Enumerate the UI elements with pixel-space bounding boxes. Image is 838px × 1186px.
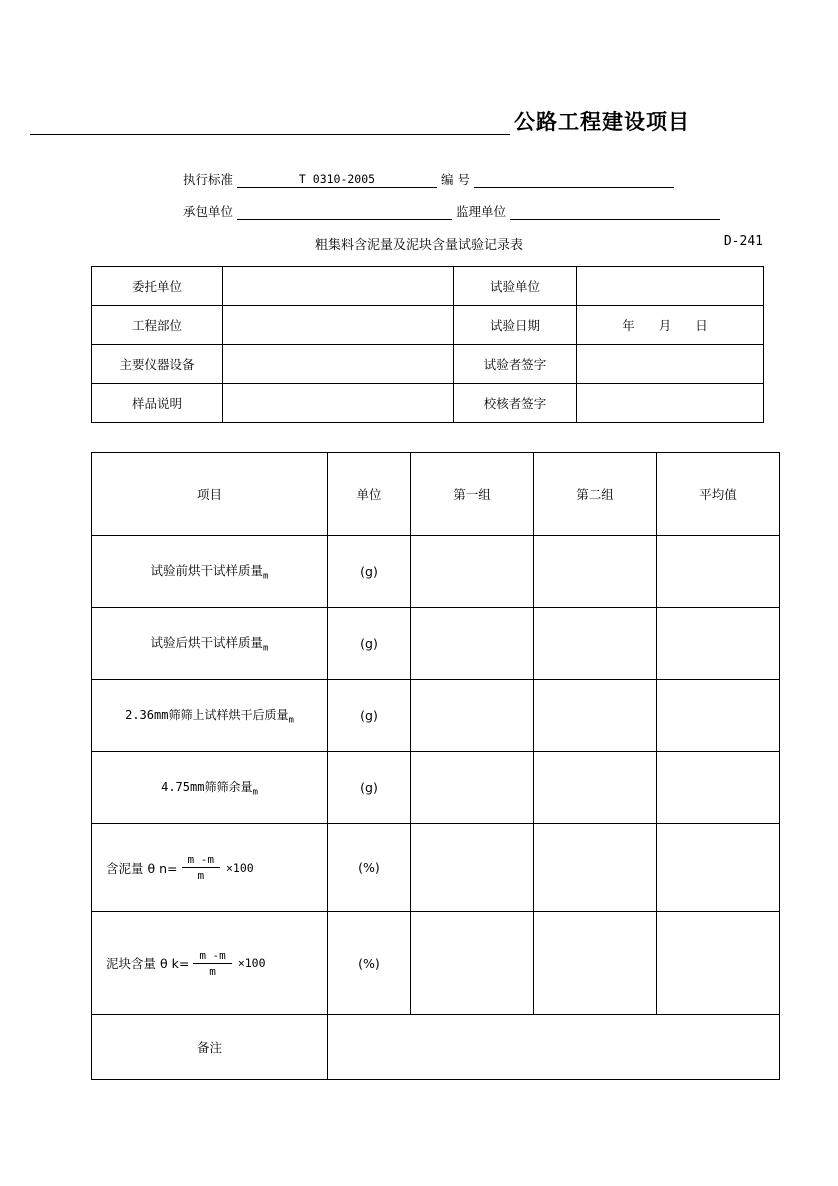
meta-row-units: [183, 200, 778, 220]
info-label-sample-desc: 样品说明: [92, 384, 223, 423]
table-row: [92, 536, 780, 608]
unit-mud-content: (%): [328, 824, 411, 912]
header-group-2: 第二组: [534, 453, 657, 536]
table-header-row: [92, 453, 780, 536]
formula-prefix-clay-lump: 泥块含量 θ k=: [106, 956, 190, 971]
table-row: [92, 306, 764, 345]
value-g2-row4[interactable]: [534, 752, 657, 824]
value-avg-row4[interactable]: [657, 752, 780, 824]
info-value-checker-signature[interactable]: [577, 384, 764, 423]
formula-prefix-mud-content: 含泥量 θ n=: [106, 860, 178, 876]
unit-mass-after-drying: (g): [328, 608, 411, 680]
info-label-project-part: 工程部位: [92, 306, 223, 345]
value-g1-row1[interactable]: [411, 536, 534, 608]
info-value-sample-desc[interactable]: [223, 384, 454, 423]
item-label-mass-before-drying: [92, 536, 328, 608]
page-title: 公路工程建设项目: [514, 110, 690, 134]
standard-value[interactable]: T 0310-2005: [237, 171, 437, 188]
item-label-mud-content-formula: [92, 824, 328, 912]
table-row: [92, 384, 764, 423]
contractor-value[interactable]: [237, 203, 452, 220]
formula-denominator: m: [209, 964, 216, 978]
info-value-client[interactable]: [223, 267, 454, 306]
contractor-label: 承包单位: [183, 204, 234, 219]
value-g2-row3[interactable]: [534, 680, 657, 752]
number-value[interactable]: [474, 171, 674, 188]
item-text: 试验后烘干试样质量: [150, 635, 264, 651]
table-row: [92, 752, 780, 824]
item-subscript: m: [288, 715, 294, 726]
table-row: [92, 680, 780, 752]
data-table: [91, 452, 780, 1080]
value-g1-row3[interactable]: [411, 680, 534, 752]
value-avg-row1[interactable]: [657, 536, 780, 608]
table-row: [92, 267, 764, 306]
info-label-tester-signature: 试验者签字: [454, 345, 577, 384]
value-g2-clay-lump[interactable]: [534, 912, 657, 1015]
item-label-clay-lump-formula: [92, 912, 328, 1015]
item-subscript: m: [252, 787, 258, 798]
unit-clay-lump: (%): [328, 912, 411, 1015]
table-row: [92, 912, 780, 1015]
item-label-sieve-236: [92, 680, 328, 752]
info-table: [91, 266, 764, 423]
form-subtitle: 粗集料含泥量及泥块含量试验记录表: [314, 238, 523, 253]
header-blank-rule: [30, 104, 510, 135]
info-value-equipment[interactable]: [223, 345, 454, 384]
value-g1-clay-lump[interactable]: [411, 912, 534, 1015]
header-item: 项目: [92, 453, 328, 536]
number-label: 编 号: [441, 172, 470, 187]
value-g1-mud-content[interactable]: [411, 824, 534, 912]
value-g2-row2[interactable]: [534, 608, 657, 680]
unit-sieve-475: (g): [328, 752, 411, 824]
value-avg-row2[interactable]: [657, 608, 780, 680]
item-label-sieve-475: [92, 752, 328, 824]
item-text: 2.36mm筛筛上试样烘干后质量: [125, 707, 289, 722]
document-header: [30, 104, 808, 135]
info-value-tester-signature[interactable]: [577, 345, 764, 384]
supervisor-value[interactable]: [510, 203, 720, 220]
unit-mass-before-drying: (g): [328, 536, 411, 608]
value-g2-mud-content[interactable]: [534, 824, 657, 912]
value-avg-mud-content[interactable]: [657, 824, 780, 912]
formula-suffix-clay-lump: ×100: [237, 956, 266, 970]
info-label-client: 委托单位: [92, 267, 223, 306]
value-g1-row4[interactable]: [411, 752, 534, 824]
header-group-1: 第一组: [411, 453, 534, 536]
info-value-project-part[interactable]: [223, 306, 454, 345]
note-value[interactable]: [328, 1015, 780, 1080]
formula-fraction-clay-lump: [193, 949, 232, 978]
value-g1-row2[interactable]: [411, 608, 534, 680]
formula-numerator: m -m: [182, 853, 221, 868]
form-code: D-241: [723, 234, 763, 249]
formula-denominator: m: [197, 869, 205, 882]
formula-numerator: m -m: [193, 949, 232, 964]
note-label: 备注: [92, 1015, 328, 1080]
meta-row-standard: [183, 168, 778, 188]
header-average: 平均值: [657, 453, 780, 536]
item-label-mass-after-drying: [92, 608, 328, 680]
formula-suffix-mud-content: ×100: [226, 860, 254, 875]
formula-fraction-mud-content: [182, 853, 221, 882]
table-row: [92, 824, 780, 912]
item-subscript: m: [263, 571, 269, 582]
table-row: [92, 345, 764, 384]
standard-label: 执行标准: [183, 172, 234, 187]
value-avg-clay-lump[interactable]: [657, 912, 780, 1015]
table-row: [92, 1015, 780, 1080]
value-g2-row1[interactable]: [534, 536, 657, 608]
value-avg-row3[interactable]: [657, 680, 780, 752]
info-label-checker-signature: 校核者签字: [454, 384, 577, 423]
supervisor-label: 监理单位: [456, 204, 507, 219]
item-subscript: m: [263, 643, 269, 654]
item-text: 试验前烘干试样质量: [150, 563, 264, 579]
info-label-test-date: 试验日期: [454, 306, 577, 345]
info-value-test-unit[interactable]: [577, 267, 764, 306]
info-label-test-unit: 试验单位: [454, 267, 577, 306]
unit-sieve-236: (g): [328, 680, 411, 752]
info-label-equipment: 主要仪器设备: [92, 345, 223, 384]
table-row: [92, 608, 780, 680]
item-text: 4.75mm筛筛余量: [161, 779, 253, 794]
info-value-test-date[interactable]: 年 月 日: [577, 306, 764, 345]
header-unit: 单位: [328, 453, 411, 536]
